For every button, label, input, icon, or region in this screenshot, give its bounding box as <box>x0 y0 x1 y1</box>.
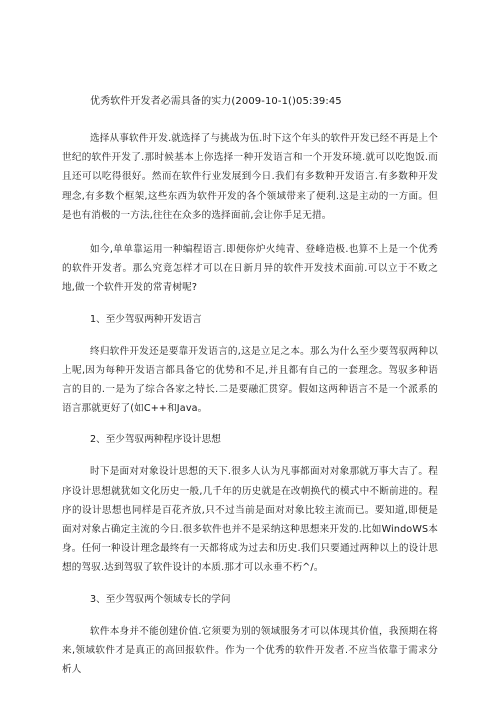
document-title: 优秀软件开发者必需具备的实力(2009-10-1()05:39:45 <box>90 96 342 107</box>
intro-paragraph-2: 如今,单单靠运用一种编程语言.即便你炉火纯青、登峰造极.也算不上是一个优秀的软件开发者。那么究竟怎样才可以在日新月异的软件开发技术面前.可以立于不败之地,做一个软件开发的常青树呢? <box>62 244 438 294</box>
intro-paragraph-1: 选择从事软件开发.就选择了与挑战为伍.时下这个年头的软件开发已经不再是上个世纪的软件开发了.那时候基本上你选择一种开发语言和一个开发环境.就可以吃饱饭.而且还可以吃得很好。然而在软件行业发展到今日.我们有多数种开发语言.有多数种开发理念,有多数个框架,这些东西为软件开发的各个领域带来了便利.这是主动的一方面。但是也有消极的一方法,往往在众多的选择面前,会让你手足无措。 <box>62 133 438 221</box>
section-2-heading: 2、至少驾驭两种程序设计思想 <box>90 434 221 446</box>
section-1-paragraph: 终归软件开发还是要靠开发语言的,这是立足之本。那么为什么至少要驾驭两种以上呢,因为每种开发语言都具备它的优势和不足,并且都有自己的一套理念。驾驭多种语言的目的.一是为了综合各家之特长.二是要融汇贯穿。假如这两种语言不是一个派系的语言那就更好了(如C++和Java。 <box>62 345 438 415</box>
document-body <box>62 95 438 694</box>
section-2-paragraph: 时下是面对对象设计思想的天下.很多人认为凡事都面对对象那就万事大吉了。程序设计思想就犹如文化历史一般,几千年的历史就是在改朝换代的模式中不断前进的。程序的设计思想也同样是百花齐放,只不过当前是面对对象比较主流而已。要知道,即便是面对对象占确定主流的今日.很多软件也并不是采纳这种思想来开发的.比如WindoWS本身。任何一种设计理念最终有一天都将成为过去和历史.我们只要通过两种以上的设计思想的驾驭.达到驾驭了软件设计的本质.那才可以永垂不朽^/。 <box>62 466 438 574</box>
section-1-heading: 1、至少驾驭两种开发语言 <box>90 313 202 325</box>
section-3-heading: 3、至少驾驭两个领域专长的学问 <box>90 593 231 605</box>
section-3-paragraph: 软件本身并不能创建价值.它须要为别的领域服务才可以体现其价值，我预期在将来,领域软件才是真正的高回报软件。作为一个优秀的软件开发者.不应当依靠于需求分析人 <box>62 625 438 676</box>
